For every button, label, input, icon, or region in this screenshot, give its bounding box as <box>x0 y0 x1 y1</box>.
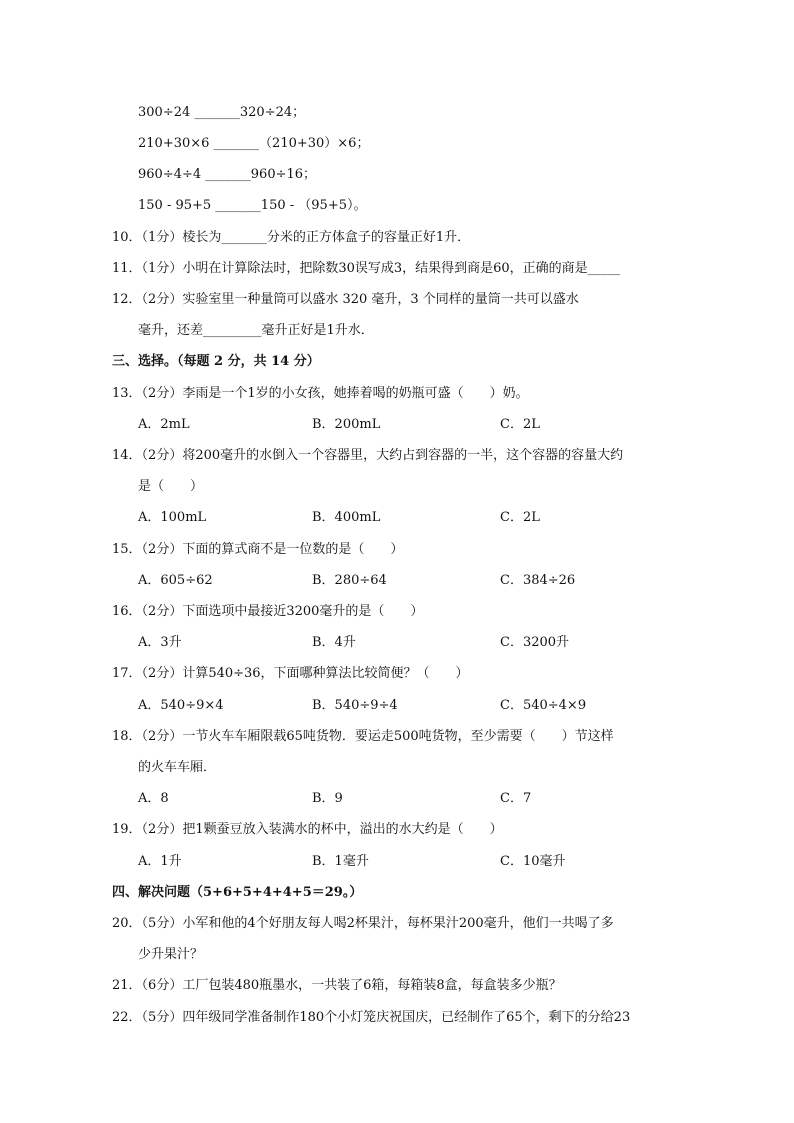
question-12-continued: 毫升，还差_________毫升正好是1升水． <box>138 323 374 338</box>
option-a: A．8 <box>138 791 169 806</box>
option-a: A．540÷9×4 <box>138 698 224 713</box>
compare-line-3: 960÷4÷4 _______960÷16； <box>138 167 317 182</box>
question-15: 15．（2分）下面的算式商不是一位数的是（ ） <box>112 542 404 557</box>
compare-line-1: 300÷24 _______320÷24； <box>138 105 306 120</box>
question-12: 12．（2分）实验室里一种量筒可以盛水 320 毫升，3 个同样的量筒一共可以盛水 <box>112 292 579 307</box>
option-b: B．200mL <box>312 417 381 432</box>
option-b: B．280÷64 <box>312 573 387 588</box>
option-b: B．4升 <box>312 635 356 650</box>
option-b: B．400mL <box>312 510 381 525</box>
option-a: A．3升 <box>138 635 182 650</box>
question-20-continued: 少升果汁？ <box>138 947 204 962</box>
question-18-continued: 的火车车厢． <box>138 760 217 775</box>
option-c: C．7 <box>500 791 532 806</box>
option-a: A．2mL <box>138 417 190 432</box>
question-17: 17．（2分）计算540÷36，下面哪种算法比较简便？（ ） <box>112 666 469 681</box>
option-c: C．540÷4×9 <box>500 698 587 713</box>
question-11: 11．（1分）小明在计算除法时，把除数30误写成3，结果得到商是60，正确的商是_____ <box>112 261 621 276</box>
option-b: B．540÷9÷4 <box>312 698 398 713</box>
option-c: C．3200升 <box>500 635 570 650</box>
question-14-continued: 是（ ） <box>138 479 204 494</box>
option-a: A．100mL <box>138 510 207 525</box>
question-13: 13．（2分）李雨是一个1岁的小女孩，她捧着喝的奶瓶可盛（ ）奶。 <box>112 386 529 401</box>
option-a: A．605÷62 <box>138 573 213 588</box>
question-19: 19．（2分）把1颗蚕豆放入装满水的杯中，溢出的水大约是（ ） <box>112 822 503 837</box>
question-16: 16．（2分）下面选项中最接近3200毫升的是（ ） <box>112 604 424 619</box>
option-c: C．2L <box>500 417 540 432</box>
option-c: C．2L <box>500 510 540 525</box>
compare-line-2: 210+30×6 _______（210+30）×6； <box>138 136 370 151</box>
question-20: 20．（5分）小军和他的4个好朋友每人喝2杯果汁，每杯果汁200毫升，他们一共喝了多 <box>112 916 614 931</box>
compare-line-4: 150 - 95+5 _______150 - （95+5）。 <box>138 198 367 213</box>
question-14: 14．（2分）将200毫升的水倒入一个容器里，大约占到容器的一半，这个容器的容量大约 <box>112 448 624 463</box>
question-21: 21．（6分）工厂包装480瓶墨水，一共装了6箱，每箱装8盒，每盒装多少瓶？ <box>112 978 562 993</box>
option-c: C．10毫升 <box>500 854 566 869</box>
question-18: 18．（2分）一节火车车厢限载65吨货物．要运走500吨货物，至少需要（ ）节这样 <box>112 729 614 744</box>
option-c: C．384÷26 <box>500 573 576 588</box>
option-a: A．1升 <box>138 854 182 869</box>
section-heading-choice: 三、选择。（每题 2 分，共 14 分） <box>112 354 320 369</box>
option-b: B．1毫升 <box>312 854 369 869</box>
section-heading-problems: 四、解决问题（5+6+5+4+4+5＝29。） <box>112 885 363 900</box>
question-22: 22．（5分）四年级同学准备制作180个小灯笼庆祝国庆，已经制作了65个，剩下的分给23 <box>112 1010 631 1025</box>
question-10: 10．（1分）棱长为_______分米的正方体盒子的容量正好1升． <box>112 230 471 245</box>
option-b: B．9 <box>312 791 343 806</box>
